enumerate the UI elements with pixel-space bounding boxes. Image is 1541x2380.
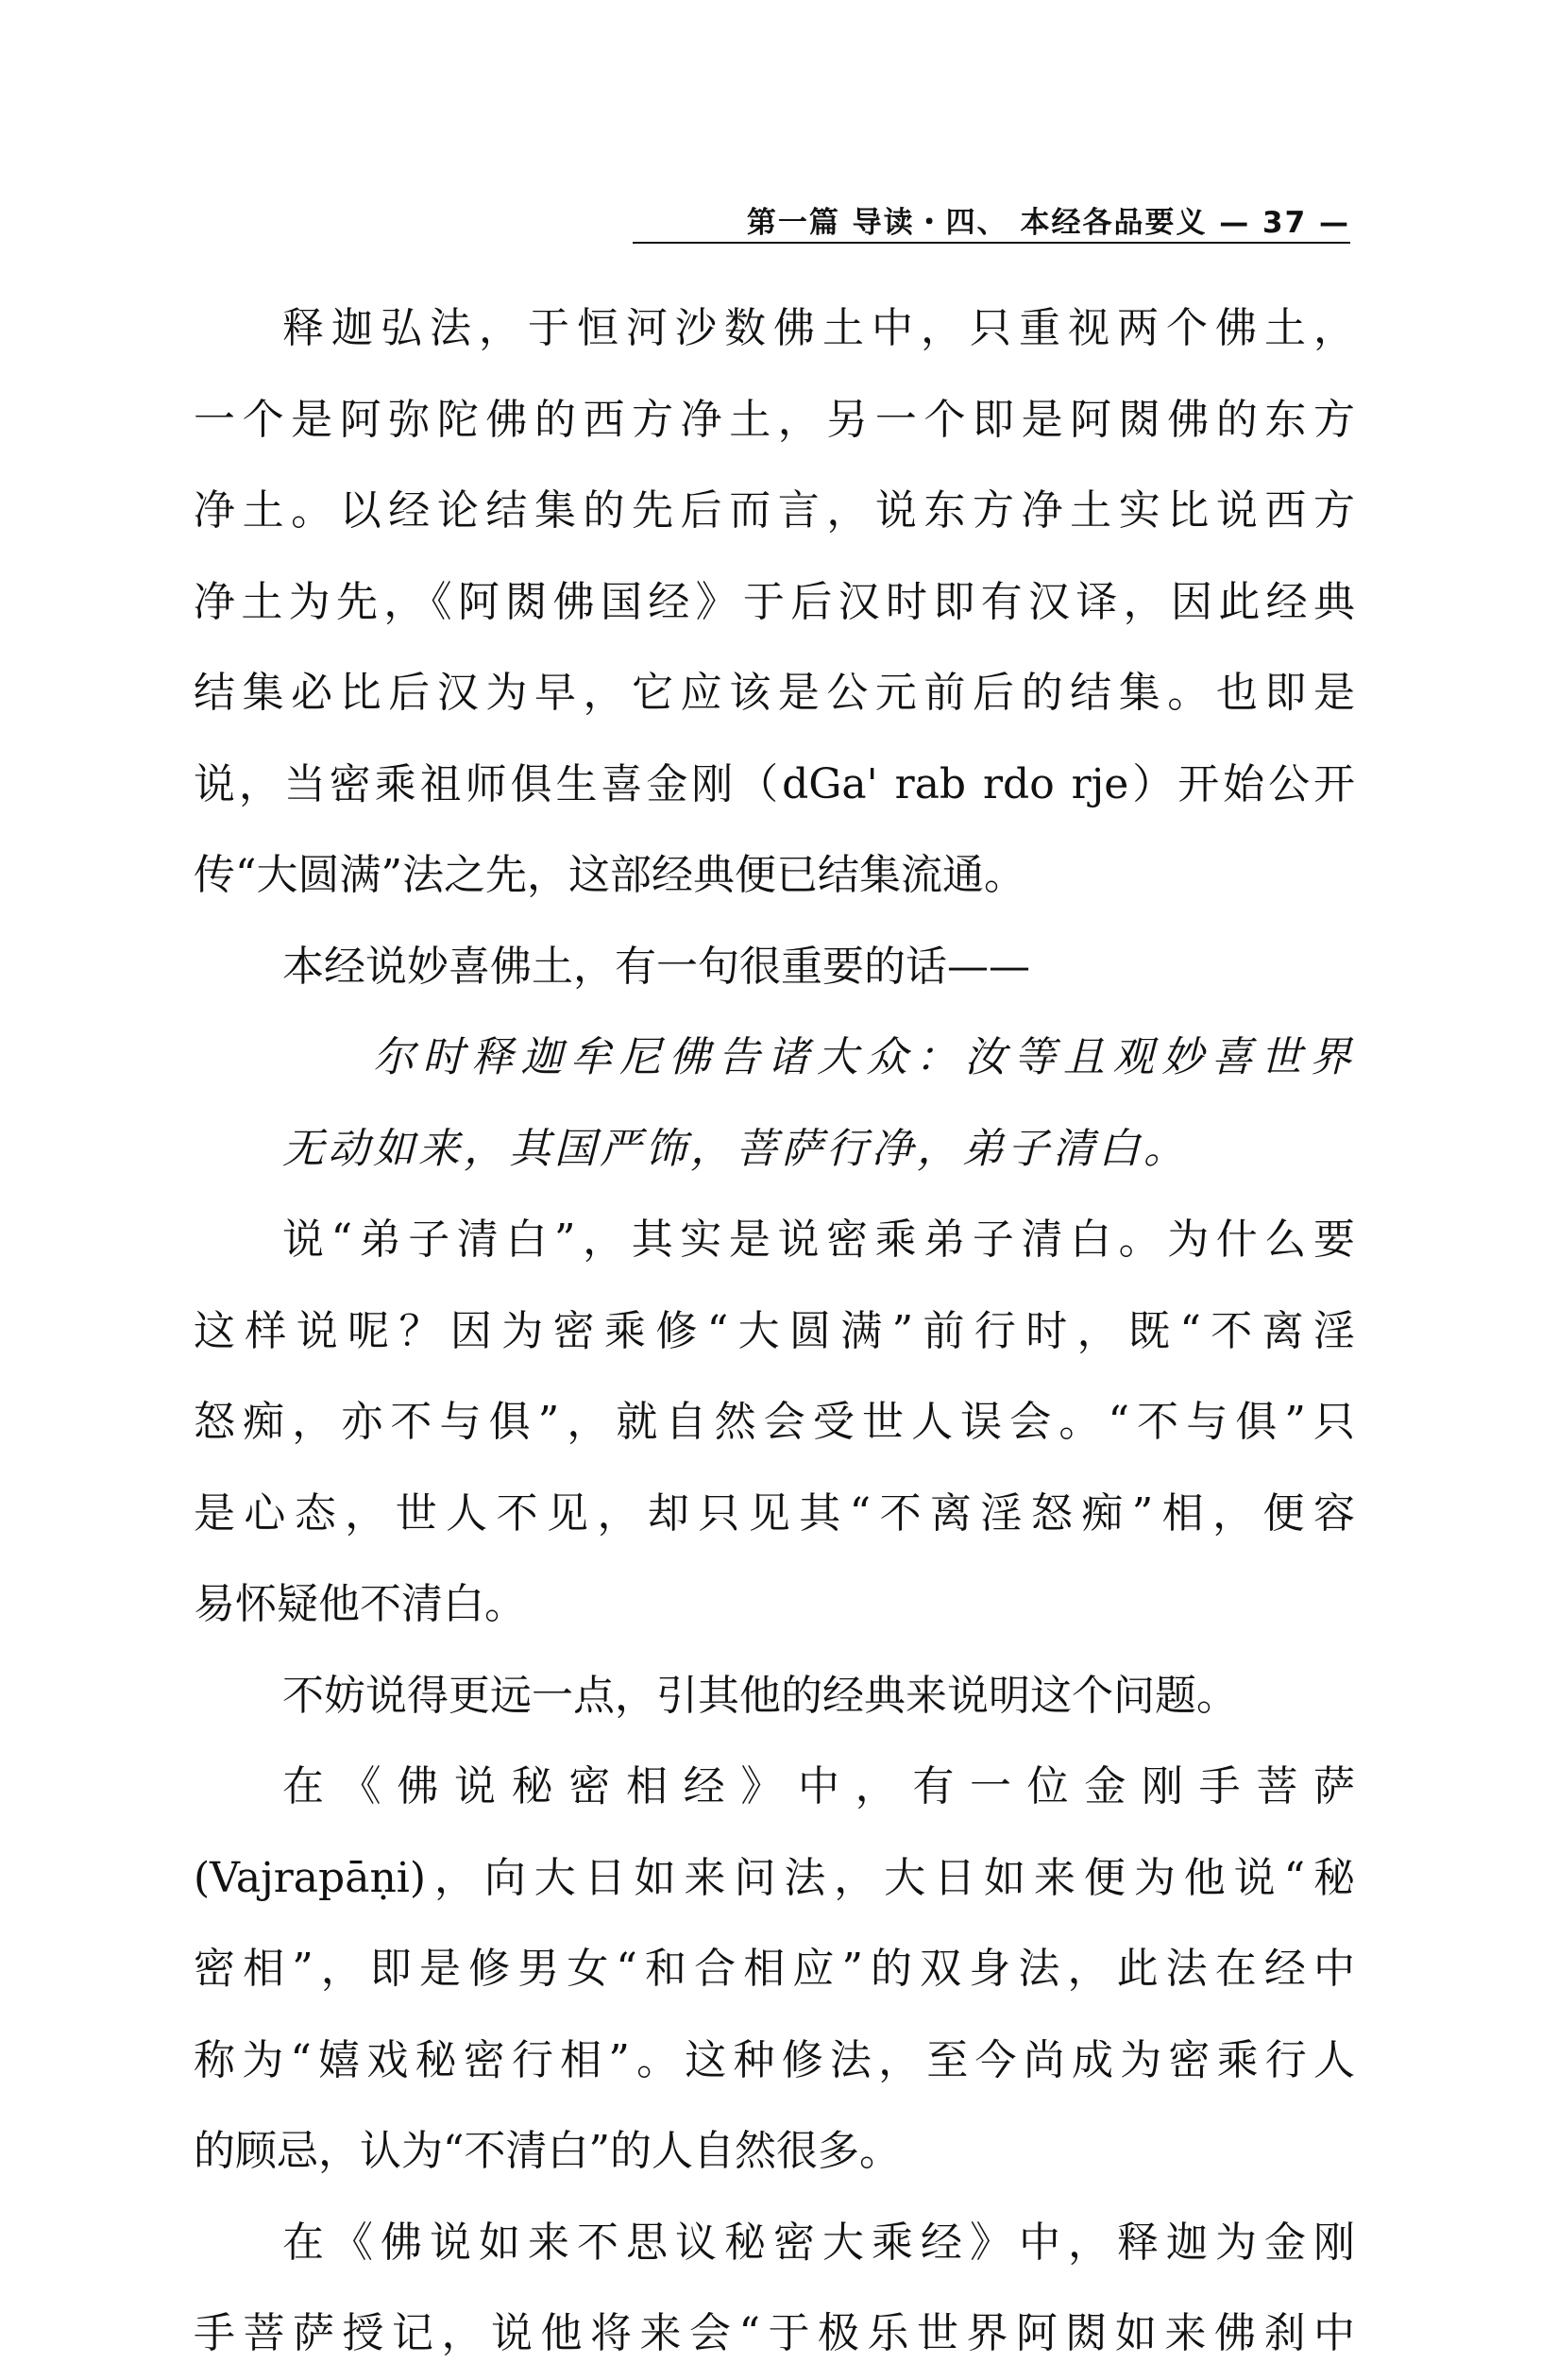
paragraph (194, 922, 1355, 1013)
paragraph (194, 1195, 1355, 1651)
text-line: 传“大圆满”法之先，这部经典便已结集流通。 (194, 851, 1025, 899)
block-quote (194, 1012, 1355, 1195)
paragraph (194, 1742, 1355, 2198)
quote-line: 尔时释迦牟尼佛告诸大众：汝等且观妙喜世界 (373, 1033, 1355, 1081)
text-line: 密相”，即是修男女“和合相应”的双身法，此法在经中 (194, 1945, 1355, 1993)
text-line: (Vajrapāṇi)，向大日如来问法，大日如来便为他说“秘 (194, 1853, 1355, 1902)
text-line: 本经说妙喜佛土，有一句很重要的话—— (282, 942, 1030, 991)
text-line: 称为“嬉戏秘密行相”。这种修法，至今尚成为密乘行人 (194, 2035, 1355, 2084)
text-line: 这样说呢？因为密乘修“大圆满”前行时，既“不离淫 (194, 1306, 1355, 1355)
text-line: 净土。以经论结集的先后而言，说东方净土实比说西方 (194, 486, 1355, 535)
text-line: 手菩萨授记，说他将来会“于极乐世界阿閦如来佛刹中 (194, 2309, 1355, 2357)
text-line: 在《佛说如来不思议秘密大乘经》中，释迦为金刚 (282, 2218, 1355, 2267)
text-line: 不妨说得更远一点，引其他的经典来说明这个问题。 (282, 1671, 1238, 1720)
paragraph (194, 2198, 1355, 2380)
text-line: 的顾忌，认为“不清白”的人自然很多。 (194, 2127, 901, 2175)
paragraph (194, 283, 1355, 922)
text-line: 结集必比后汉为早，它应该是公元前后的结集。也即是 (194, 669, 1355, 717)
text-line: 怒痴，亦不与俱”，就自然会受世人误会。“不与俱”只 (194, 1398, 1355, 1446)
header-rule (633, 242, 1350, 244)
running-header: 第一篇 导读・四、 本经各品要义 — 37 — (746, 206, 1350, 240)
quote-line: 无动如来，其国严饰，菩萨行净，弟子清白。 (282, 1124, 1189, 1173)
text-line: 是心态，世人不见，却只见其“不离淫怒痴”相，便容 (194, 1488, 1355, 1538)
paragraph (194, 1651, 1355, 1742)
text-line: 一个是阿弥陀佛的西方净土，另一个即是阿閦佛的东方 (194, 395, 1355, 444)
body-text (194, 283, 1355, 2380)
text-line: 说，当密乘祖师俱生喜金刚（dGa' rab rdo rje）开始公开 (194, 759, 1355, 808)
text-line: 说“弟子清白”，其实是说密乘弟子清白。为什么要 (282, 1216, 1355, 1264)
text-line: 净土为先，《阿閦佛国经》于后汉时即有汉译，因此经典 (194, 577, 1355, 626)
text-line: 易怀疑他不清白。 (194, 1580, 526, 1628)
text-line: 释迦弘法，于恒河沙数佛土中，只重视两个佛土， (282, 304, 1355, 352)
text-line: 在《佛说秘密相经》中，有一位金刚手菩萨 (282, 1762, 1355, 1810)
